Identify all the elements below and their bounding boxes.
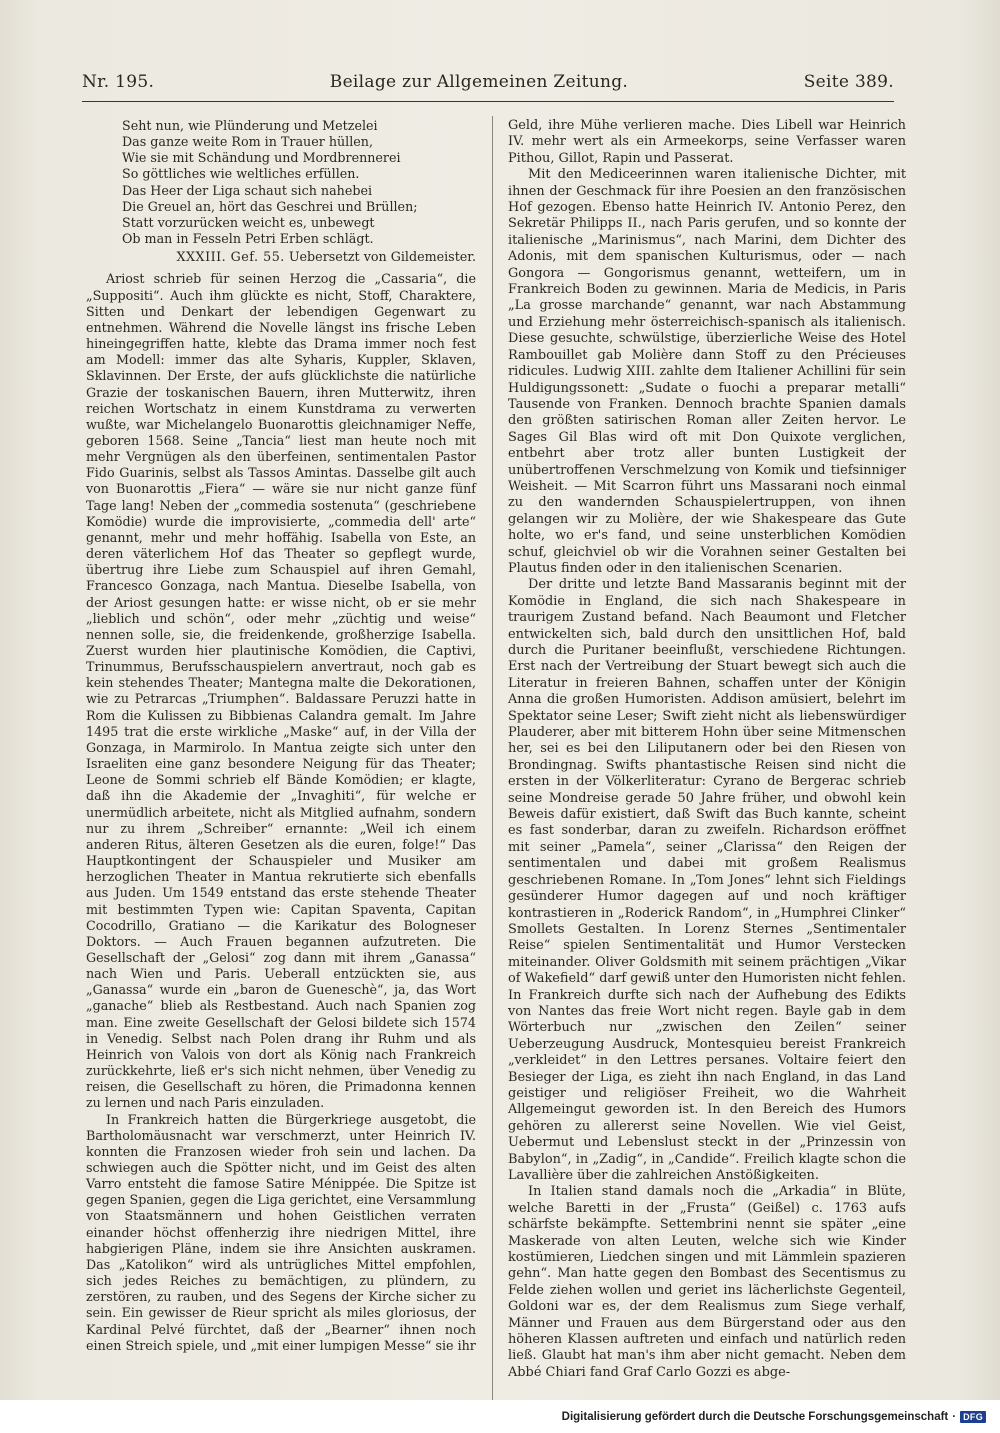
right-column xyxy=(508,118,906,1381)
issue-number: Nr. 195. xyxy=(82,72,155,92)
page-header xyxy=(82,72,894,98)
poem-source-ref: XXXIII. Gef. 55. xyxy=(176,249,285,265)
article-paragraph: Der dritte und letzte Band Massaranis beginnt mit der Komödie in England, die sich nach Shakespeare in traurigem Zustand befand. Nach Beaumont und Fletcher entwickelten sich, bald durch den unsittlichen Hof, bald durch die Puritaner beeinflußt, verschiedene Richtungen. Erst nach der Vertreibung der Stuart bewegt sich auch die Literatur in freieren Bahnen, schaffen unter der Königin Anna die großen Humoristen. Addison amüsiert, belehrt im Spektator seine Leser; Swift zieht nicht als liebenswürdiger Plauderer, aber mit bitterem Hohn über seine Mitmenschen her, sei es bei den Liliputanern oder bei den Riesen von Brondingnag. Swifts phantastische Reisen sind nicht die ersten in der Völkerliteratur: Cyrano de Bergerac schrieb seine Mondreise gerade 50 Jahre früher, und obwohl kein Beweis dafür existiert, daß Swift das Buch kannte, scheint es fast sonderbar, daran zu zweifeln. Richardson eröffnet mit seiner „Pamela“, seiner „Clarissa“ den Reigen der sentimentalen und dabei mit großem Realismus geschriebenen Romane. In „Tom Jones“ lehnt sich Fieldings gesünderer Humor dagegen auf und noch kräftiger kontrastieren in „Roderick Random“, in „Humphrei Clinker“ Smollets Gestalten. In Lorenz Sternes „Sentimentaler Reise“ spielen Sentimentalität und Humor Verstecken miteinander. Oliver Goldsmith mit seinem prächtigen „Vikar of Wakefield“ darf gewiß unter den Humoristen nicht fehlen. In Frankreich durfte sich nach der Aufhebung des Edikts von Nantes das freie Wort nicht regen. Bayle gab in dem Wörterbuch nur „zwischen den Zeilen“ seiner Ueberzeugung Ausdruck, Montesquieu bereist Frankreich „verkleidet“ in den Lettres persanes. Voltaire feiert den Besieger der Liga, es zieht ihn nach England, in das Land geistiger und religiöser Freiheit, wo die Wahrheit Allgemeingut geworden ist. In den Bereich des Humors gehören zu allererst seine Novellen. Wie viel Geist, Uebermut und Lebenslust steckt in der „Prinzessin von Babylon“, in „Zadig“, in „Candide“. Freilich klagte schon die Lavallière über die zahlreichen Anstößigkeiten. xyxy=(508,577,906,1183)
poem-line: Ob man in Fesseln Petri Erben schlägt. xyxy=(122,231,374,247)
article-paragraph: In Frankreich hatten die Bürgerkriege ausgetobt, die Bartholomäusnacht war verschmerzt, unter Heinrich IV. konnten die Franzosen wieder froh sein und lachen. Da schwiegen auch die Spötter nicht, und im Geist des alten Varro entsteht die famose Satire Ménippée. Die Spitze ist gegen Spanien, gegen die Liga gerichtet, eine Versammlung von Staatsmännern und hohen Geistlichen verraten einander höchst offenherzig ihre niedrigen Mittel, ihre habgierigen Pläne, indem sie ihre Ansichten auskramen. Das „Katolikon“ wird als untrügliches Mittel empfohlen, sich jedes Reiches zu bemächtigen, zu plündern, zu zerstören, zu rauben, und des Segens der Kirche sicher zu sein. Ein gewisser de Rieur spricht als miles gloriosus, der Kardinal Pelvé fürchtet, daß der „Bearner“ ihnen noch einen Streich spiele, und „mit einer lumpigen Messe“ sie ihr xyxy=(86,1111,476,1353)
article-paragraph: Mit den Mediceerinnen waren italienische Dichter, mit ihnen der Geschmack für ihre Poesien an den französischen Hof gezogen. Ebenso hatte Heinrich IV. Antonio Perez, den Sekretär Philipps II., nach Paris gerufen, und so konnte der italienische „Marinismus“, nach Marini, dem Dichter des Adonis, mit dem spanischen Kulturismus, oder — nach Gongora — Gongorismus genannt, wetteifern, um in Frankreich Boden zu gewinnen. Maria de Medicis, in Paris „La grosse marchande“ genannt, war nach Abstammung und Erziehung mehr österreichisch-spanisch als italienisch. Diese gesuchte, schwülstige, überzierliche Weise des Hotel Rambouillet gab Molière dann Stoff zu den Précieuses ridicules. Ludwig XIII. zahlte dem Italiener Achillini für sein Huldigungssonett: „Sudate o fuochi a preparar metalli“ Tausende von Franken. Dennoch brachte Spanien damals den größten satirischen Roman aller Zeiten hervor. Le Sages Gil Blas wird oft mit Don Quixote verglichen, entbehrt aber trotz aller bunten Lustigkeit der unübertroffenen Verschmelzung von Komik und tiefsinniger Weisheit. — Mit Scarron führt uns Massarani noch einmal zu den wandernden Schauspielertruppen, von ihnen gelangen wir zu Molière, der wie Shakespeare das Gute holte, wo er's fand, und seine unsterblichen Komödien schuf, gleichviel ob wir die Vorahnen seiner Gestalten bei Plautus finden oder in den italienischen Scenarien. xyxy=(508,167,906,576)
column-divider xyxy=(492,116,493,1406)
page-number: Seite 389. xyxy=(803,72,894,92)
left-column xyxy=(86,118,476,1354)
poem-source xyxy=(86,249,476,265)
article-paragraph: In Italien stand damals noch die „Arkadia“ in Blüte, welche Baretti in der „Frusta“ (Geißel) c. 1763 aufs schärfste bekämpfte. Settembrini nennt sie später „eine Maskerade von alten Leuten, welche sich wie Kinder kostümieren, Liedchen singen und mit Lämmlein spazieren gehn“. Man hatte gegen den Bombast des Secentismus zu Felde ziehen wollen und geriet ins lächerlichste Gegenteil, Goldoni war es, der dem Realismus zum Siege verhalf, Männer und Frauen aus dem Bürgerstand oder aus den höheren Klassen auftreten und einfach und natürlich reden ließ. Glaubt hat man's ihm aber nicht gemacht. Neben dem Abbé Chiari fand Graf Carlo Gozzi es abge- xyxy=(508,1184,906,1380)
poem-line: Statt vorzurücken weicht es, unbewegt xyxy=(122,214,375,230)
funding-credit: Digitalisierung gefördert durch die Deutsche Forschungsgemeinschaft xyxy=(561,1411,949,1423)
credit-separator-icon: · xyxy=(952,1411,957,1423)
poem-line: Die Greuel an, hört das Geschrei und Brüllen; xyxy=(122,198,418,214)
poem-line: Das ganze weite Rom in Trauer hüllen, xyxy=(122,134,373,150)
article-paragraph: Geld, ihre Mühe verlieren mache. Dies Libell war Heinrich IV. mehr wert als ein Armeekorps, seine Verfasser waren Pithou, Gillot, Rapin und Passerat. xyxy=(508,118,906,166)
poem-line: So göttliches wie weltliches erfüllen. xyxy=(122,166,360,182)
poem-line: Das Heer der Liga schaut sich nahebei xyxy=(122,182,373,198)
header-rule xyxy=(82,101,894,102)
footer-credit xyxy=(562,1411,986,1423)
poem-line: Wie sie mit Schändung und Mordbrennerei xyxy=(122,150,401,166)
dfg-logo-icon: DFG xyxy=(960,1411,986,1423)
poem-translator: Uebersetzt von Gildemeister. xyxy=(288,249,476,265)
poem-line: Seht nun, wie Plünderung und Metzelei xyxy=(122,118,378,133)
article-paragraph: Ariost schrieb für seinen Herzog die „Cassaria“, die „Suppositi“. Auch ihm glückte es nicht, Stoff, Charaktere, Sitten und Denkart der lebendigen Gegenwart zu entnehmen. Während die Novelle längst ins frische Leben hineingegriffen hatte, klebte das Drama immer noch fest am Modell: immer das alte Syharis, Kuppler, Sklaven, Sklavinnen. Der Erste, der aufs glücklichste die natürliche Grazie der toskanischen Bauern, ihren Mutterwitz, ihren reichen Wortschatz in einem Kunstdrama zu verwerten wußte, war Michelangelo Buonarottis gleichnamiger Neffe, geboren 1568. Seine „Tancia“ liest man heute noch mit mehr Vergnügen als den überfeinen, sentimentalen Pastor Fido Guarinis, selbst als Tassos Amintas. Dasselbe gilt auch von Buonarottis „Fiera“ — wäre sie nur nicht ganze fünf Tage lang! Neben der „commedia sostenuta“ (geschriebene Komödie) wurde die improvisierte, „commedia dell' arte“ genannt, mehr und mehr hoffähig. Isabella von Este, an deren väterlichem Hof das Theater so gepflegt wurde, übertrug ihre Liebe zum Schauspiel auf ihren Gemahl, Francesco Gonzaga, nach Mantua. Dieselbe Isabella, von der Ariost gesungen hatte: er wisse nicht, ob er sie mehr „lieblich und schön“, oder mehr „züchtig und weise“ nennen solle, sie, die freidenkende, großherzige Isabella. Zuerst wurden hier plautinische Komödien, die Captivi, Trinummus, Berufsschauspielern anvertraut, noch gab es kein stehendes Theater; Mantegna malte die Dekorationen, wie zu Petrarcas „Triumphen“. Baldassare Peruzzi hatte in Rom die Kulissen zu Bibbienas Calandra gemalt. Im Jahre 1495 trat die erste wirkliche „Maske“ auf, in der Villa der Gonzaga, in Marmirolo. In Mantua zeigte sich unter den Israeliten eine ganz besondere Neigung für das Theater; Leone de Sommi schrieb elf Bände Komödien; er klagte, daß ihn die Akademie der „Invaghiti“, für welche er unermüdlich arbeitete, nicht als Mitglied aufnahm, sondern nur zu ihrem „Schreiber“ ernannte: „Weil ich einem anderen Ritus, älteren Gesetzen als die euren, folge!“ Das Hauptkontingent der Schauspieler und Musiker am herzoglichen Theater in Mantua rekrutierte sich ebenfalls aus Juden. Um 1549 entstand das erste stehende Theater mit bestimmten Typen wie: Capitan Spaventa, Capitan Cocodrillo, Gratiano — die Karikatur des Bologneser Doktors. — Auch Frauen begannen aufzutreten. Die Gesellschaft der „Gelosi“ zog dann mit ihrem „Ganassa“ nach Wien und Paris. Ueberall entzückten sie, aus „Ganassa“ wurde ein „baron de Gueneschè“, ja, das Wort „ganache“ blieb als Restbestand. Auch nach Spanien zog man. Eine zweite Gesellschaft der Gelosi bildete sich 1574 in Venedig. Selbst nach Polen drang ihr Ruhm und als Heinrich von Valois von dort als König nach Frankreich zurückkehrte, ließ er's sich nicht nehmen, über Venedig zu reisen, die Gesellschaft zu hören, die Primadonna kennen zu lernen und nach Paris einzuladen. xyxy=(86,271,476,1111)
publication-title: Beilage zur Allgemeinen Zeitung. xyxy=(329,72,629,92)
poem xyxy=(86,118,476,247)
